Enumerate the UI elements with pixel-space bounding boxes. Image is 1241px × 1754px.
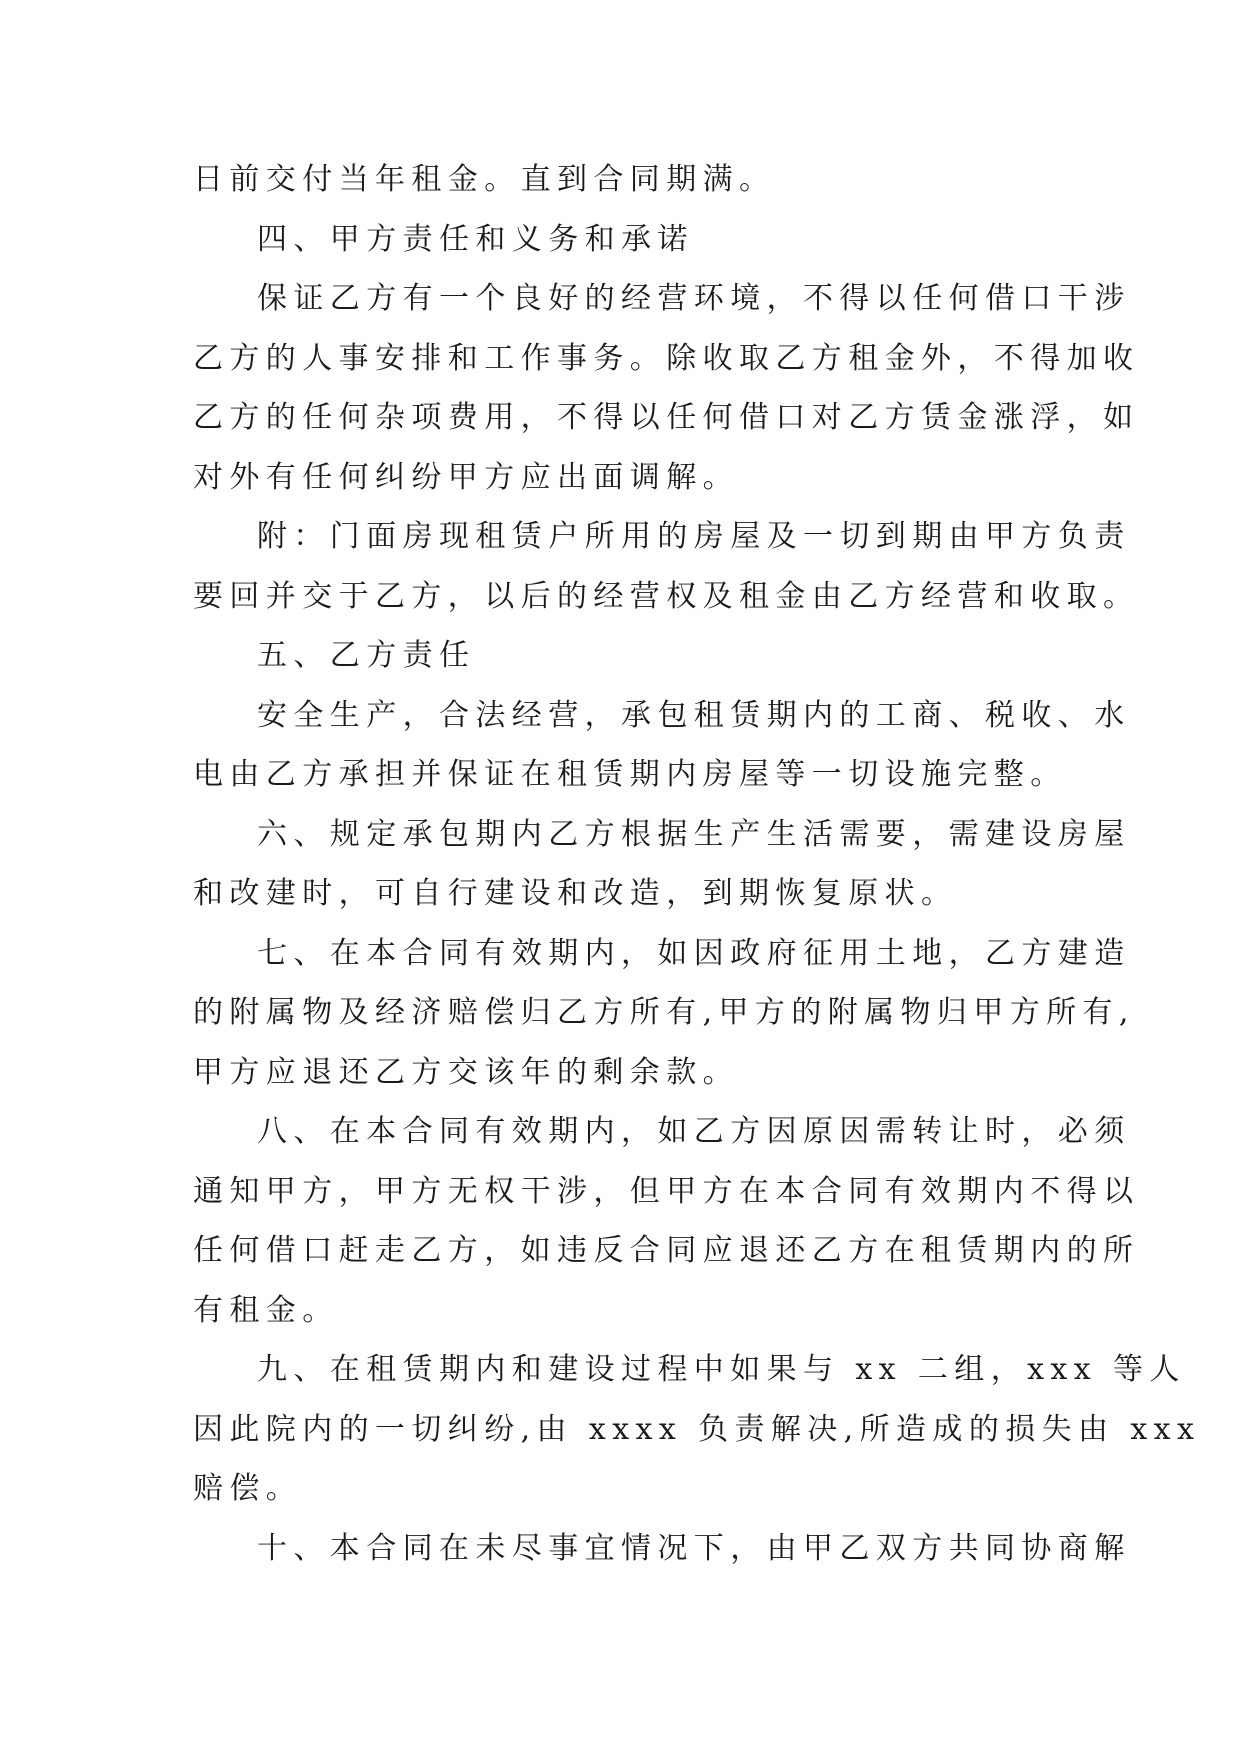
body-line: 电由乙方承担并保证在租赁期内房屋等一切设施完整。	[193, 757, 1067, 792]
body-line: 安全生产，合法经营，承包租赁期内的工商、税收、水	[257, 697, 1131, 733]
body-line: 对外有任何纠纷甲方应出面调解。	[193, 459, 739, 495]
contract-body	[193, 150, 1201, 1578]
body-line: 的附属物及经济赔偿归乙方所有,甲方的附属物归甲方所有,	[193, 995, 1135, 1030]
section-7-line: 七、在本合同有效期内，如因政府征用土地，乙方建造	[257, 935, 1131, 971]
body-line: 甲方应退还乙方交该年的剩余款。	[193, 1054, 739, 1090]
body-line: 乙方的人事安排和工作事务。除收取乙方租金外，不得加收	[193, 340, 1140, 376]
section-heading-4: 四、甲方责任和义务和承诺	[257, 221, 694, 257]
body-line: 日前交付当年租金。直到合同期满。	[193, 162, 776, 197]
body-line: 保证乙方有一个良好的经营环境，不得以任何借口干涉	[257, 281, 1131, 316]
appendix-line: 附：门面房现租赁户所用的房屋及一切到期由甲方负责	[257, 519, 1131, 554]
body-line: 赔偿。	[193, 1471, 303, 1506]
body-line: 和改建时，可自行建设和改造，到期恢复原状。	[193, 876, 958, 911]
body-line: 因此院内的一切纠纷,由 xxxx 负责解决,所造成的损失由 xxx	[193, 1411, 1201, 1447]
section-8-line: 八、在本合同有效期内，如乙方因原因需转让时，必须	[257, 1114, 1131, 1149]
section-heading-5: 五、乙方责任	[257, 638, 476, 673]
body-line: 要回并交于乙方，以后的经营权及租金由乙方经营和收取。	[193, 578, 1140, 614]
body-line: 通知甲方，甲方无权干涉，但甲方在本合同有效期内不得以	[193, 1173, 1140, 1209]
section-10-line: 十、本合同在未尽事宜情况下，由甲乙双方共同协商解	[257, 1530, 1131, 1566]
body-line: 乙方的任何杂项费用，不得以任何借口对乙方赁金涨浮，如	[193, 400, 1140, 435]
body-line: 有租金。	[193, 1292, 339, 1328]
section-9-line: 九、在租赁期内和建设过程中如果与 xx 二组，xxx 等人	[257, 1352, 1186, 1387]
section-6-line: 六、规定承包期内乙方根据生产生活需要，需建设房屋	[257, 816, 1131, 852]
body-line: 任何借口赶走乙方，如违反合同应退还乙方在租赁期内的所	[193, 1233, 1140, 1268]
